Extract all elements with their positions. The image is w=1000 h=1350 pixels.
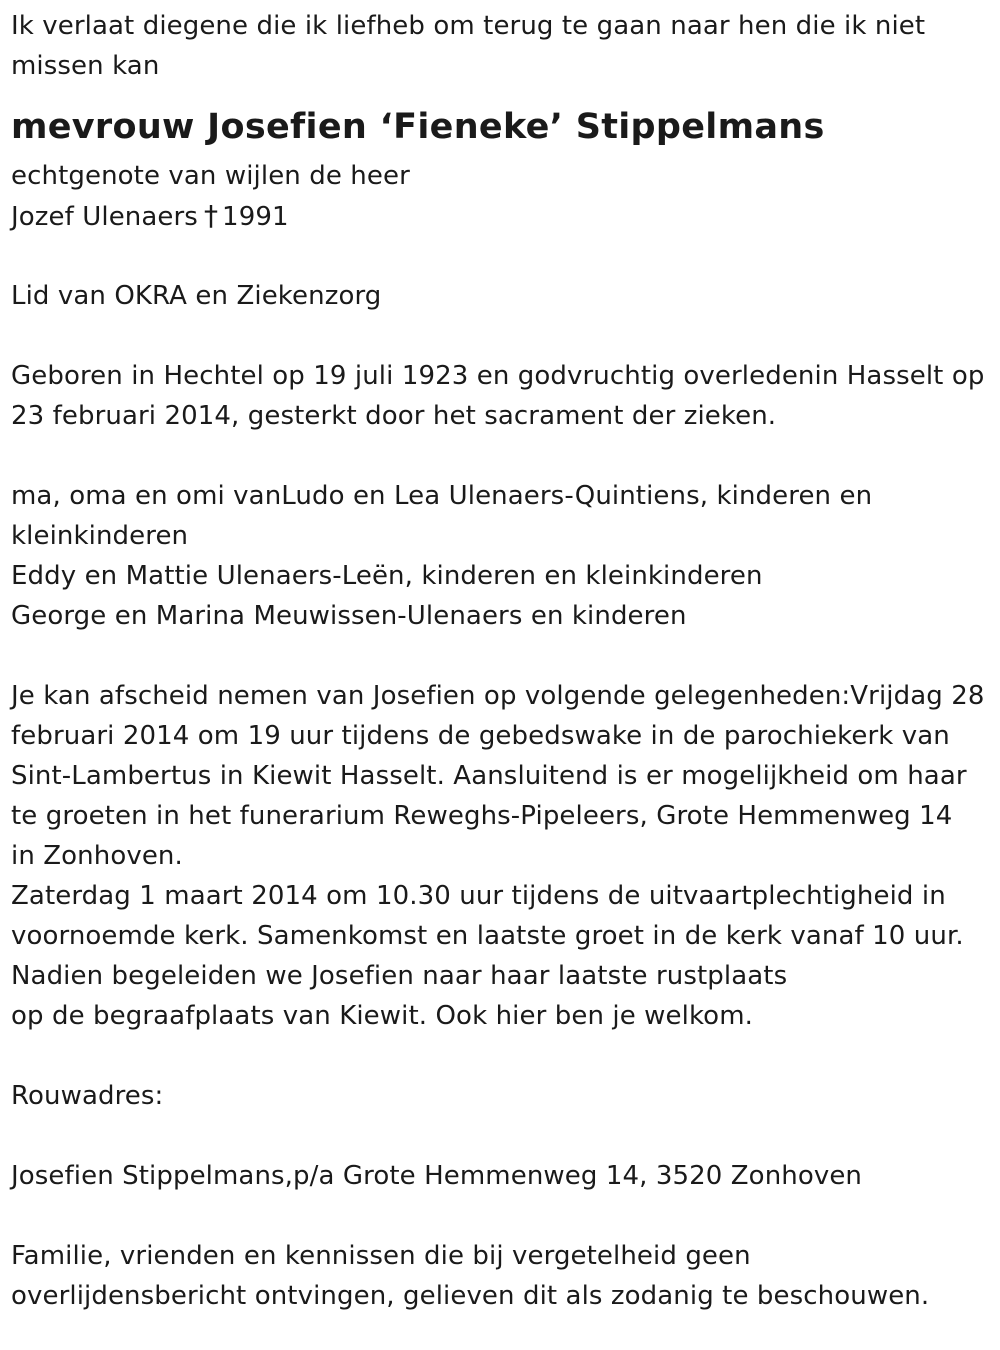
cross-icon: †: [203, 199, 219, 232]
motto-line: missen kan: [11, 51, 160, 81]
farewell-line: voornoemde kerk. Samenkomst en laatste groet in de kerk vanaf 10 uur.: [11, 921, 964, 951]
spacer: [11, 236, 990, 276]
spacer: [11, 1196, 990, 1236]
family-line: kleinkinderen: [11, 521, 189, 551]
deceased-name: mevrouw Josefien ‘Fieneke’ Stippelmans: [11, 107, 825, 147]
address-value: Josefien Stippelmans,p/a Grote Hemmenweg 14, 3520 Zonhoven: [11, 1161, 863, 1191]
farewell-line: in Zonhoven.: [11, 841, 183, 871]
motto-line: Ik verlaat diegene die ik liefheb om terug te gaan naar hen die ik niet: [11, 11, 926, 41]
farewell-line: Nadien begeleiden we Josefien naar haar laatste rustplaats: [11, 961, 788, 991]
birth-death-line: Geboren in Hechtel op 19 juli 1923 en godvruchtig overledenin Hasselt op: [11, 361, 985, 391]
farewell-line: Zaterdag 1 maart 2014 om 10.30 uur tijdens de uitvaartplechtigheid in: [11, 881, 946, 911]
birth-death-line: 23 februari 2014, gesterkt door het sacrament der zieken.: [11, 401, 777, 431]
spacer: [11, 636, 990, 676]
spacer: [11, 436, 990, 476]
spouse-intro: echtgenote van wijlen de heer: [11, 161, 410, 191]
closing-line: overlijdensbericht ontvingen, gelieven dit als zodanig te beschouwen.: [11, 1281, 930, 1311]
farewell-line: Sint-Lambertus in Kiewit Hasselt. Aansluitend is er mogelijkheid om haar: [11, 761, 967, 791]
farewell-line: te groeten in het funerarium Reweghs-Pipeleers, Grote Hemmenweg 14: [11, 801, 953, 831]
family-line: ma, oma en omi vanLudo en Lea Ulenaers-Quintiens, kinderen en: [11, 481, 873, 511]
spacer: [11, 1036, 990, 1076]
farewell-line: februari 2014 om 19 uur tijdens de gebedswake in de parochiekerk van: [11, 721, 950, 751]
spacer: [11, 316, 990, 356]
spacer: [11, 1116, 990, 1156]
family-line: Eddy en Mattie Ulenaers-Leën, kinderen en kleinkinderen: [11, 561, 763, 591]
address-label: Rouwadres:: [11, 1081, 164, 1111]
family-line: George en Marina Meuwissen-Ulenaers en kinderen: [11, 601, 687, 631]
spouse-death-year: 1991: [222, 202, 289, 232]
farewell-line: op de begraafplaats van Kiewit. Ook hier ben je welkom.: [11, 1001, 753, 1031]
spouse-name: Jozef Ulenaers: [11, 202, 198, 232]
farewell-line: Je kan afscheid nemen van Josefien op volgende gelegenheden:Vrijdag 28: [11, 681, 985, 711]
spouse-line: [11, 196, 990, 236]
closing-line: Familie, vrienden en kennissen die bij vergetelheid geen: [11, 1241, 751, 1271]
membership: Lid van OKRA en Ziekenzorg: [11, 281, 382, 311]
